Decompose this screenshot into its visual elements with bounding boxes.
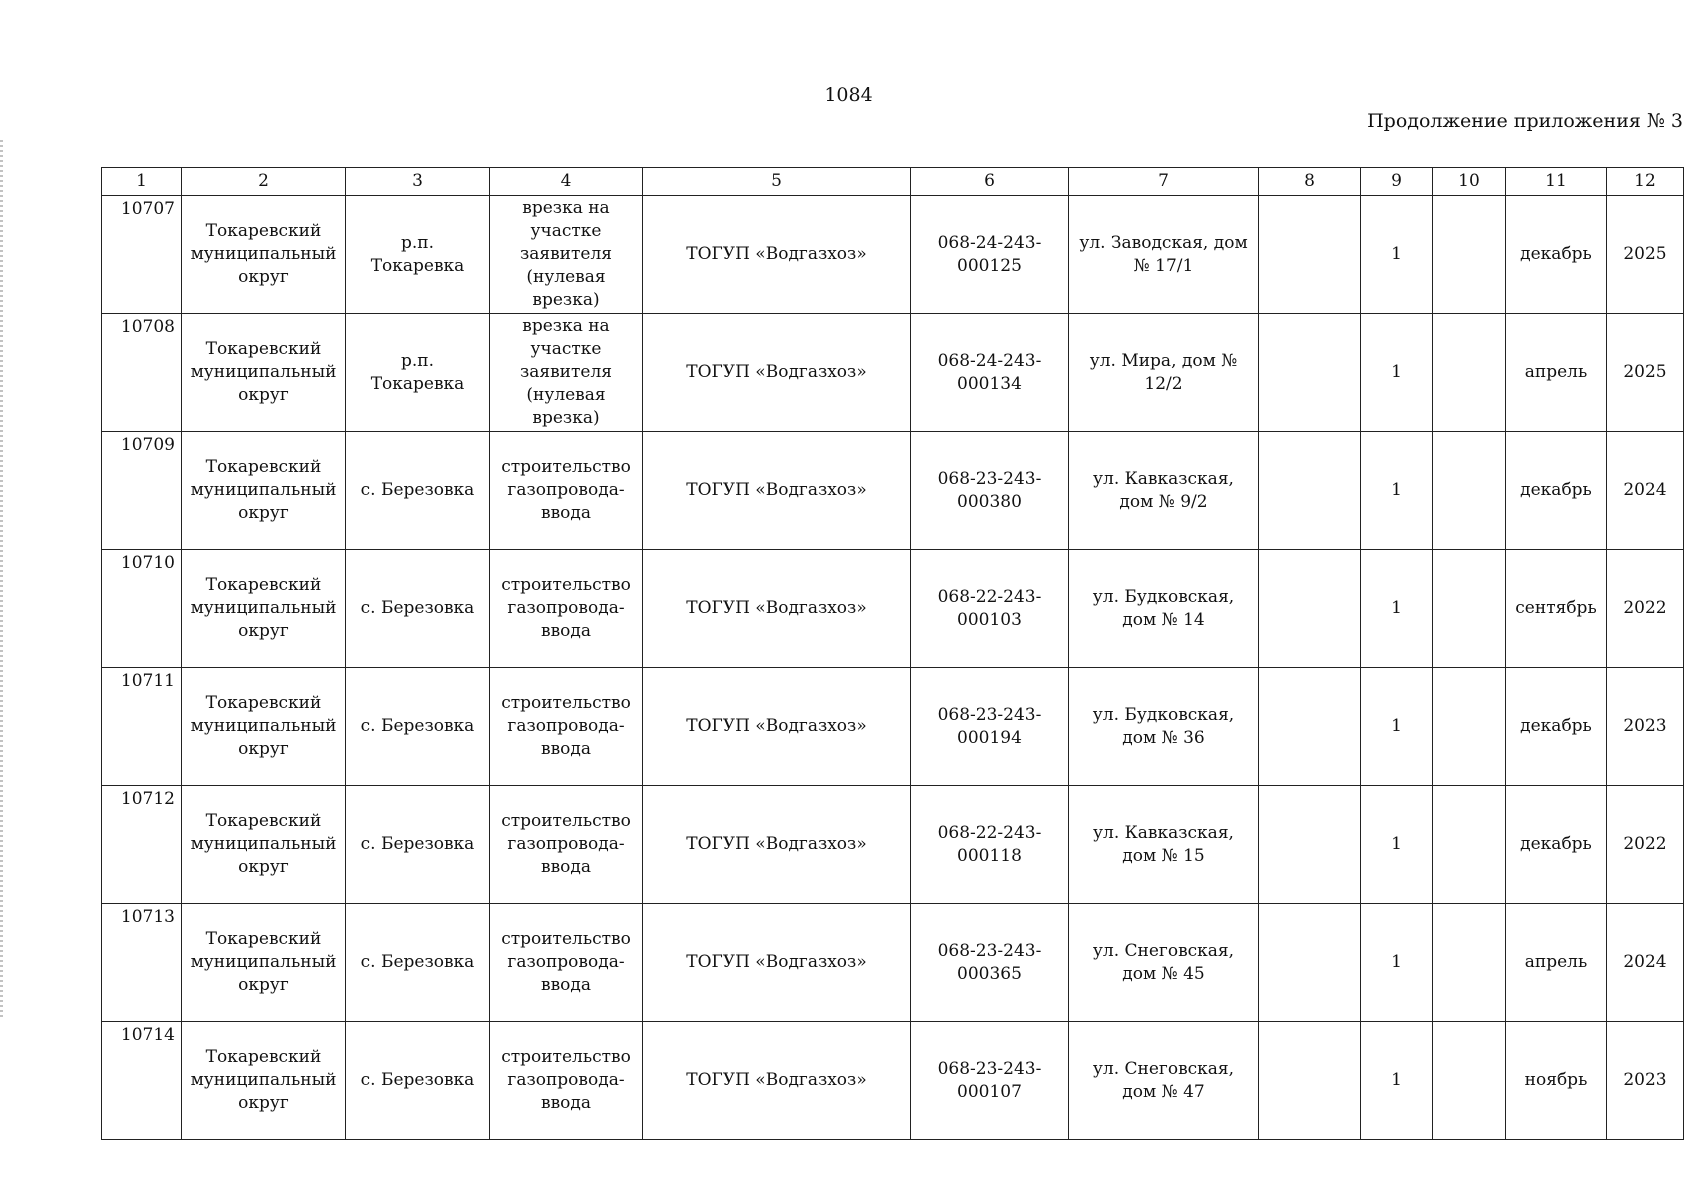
application-code-cell xyxy=(911,432,1069,550)
cell-line: врезка) xyxy=(532,408,600,428)
organization-cell: ТОГУП «Водгазхоз» xyxy=(643,196,911,314)
cell-line: участке xyxy=(530,221,602,241)
quantity-cell: 1 xyxy=(1361,904,1433,1022)
cell-line: Токаревка xyxy=(370,255,465,276)
cell-line: газопровода- xyxy=(507,480,625,500)
cell-line: газопровода- xyxy=(507,716,625,736)
cell-line: 068-23-243- xyxy=(937,468,1042,489)
application-code-cell xyxy=(911,904,1069,1022)
cell-line: строительство xyxy=(501,1047,631,1067)
cell-line: 068-23-243- xyxy=(937,704,1042,725)
settlement-cell xyxy=(346,432,490,550)
year-cell: 2024 xyxy=(1607,904,1684,1022)
month-cell: ноябрь xyxy=(1506,1022,1607,1140)
month-cell: декабрь xyxy=(1506,196,1607,314)
cell-line: ул. Будковская, xyxy=(1092,704,1235,725)
cell-line: врезка на xyxy=(522,316,610,336)
organization-cell: ТОГУП «Водгазхоз» xyxy=(643,786,911,904)
year-cell: 2022 xyxy=(1607,786,1684,904)
address-cell xyxy=(1069,904,1259,1022)
organization-cell: ТОГУП «Водгазхоз» xyxy=(643,1022,911,1140)
column-number-header: 12 xyxy=(1607,168,1684,196)
column-number-header: 7 xyxy=(1069,168,1259,196)
application-code-cell xyxy=(911,786,1069,904)
cell-line: 068-23-243- xyxy=(937,1058,1042,1079)
district-cell xyxy=(182,550,346,668)
work-type-cell xyxy=(490,196,643,314)
column-number-header: 5 xyxy=(643,168,911,196)
cell-line: дом № 9/2 xyxy=(1119,491,1208,512)
column-number-header: 6 xyxy=(911,168,1069,196)
cell-line: 000365 xyxy=(957,963,1022,984)
cell-line: врезка на xyxy=(522,198,610,218)
table-row xyxy=(102,668,1684,786)
cell-line: участке xyxy=(530,339,602,359)
cell-line: врезка) xyxy=(532,290,600,310)
gas-connection-register-table xyxy=(101,167,1684,1140)
cell-line: 068-24-243- xyxy=(937,232,1042,253)
work-type-cell xyxy=(490,904,643,1022)
settlement-cell xyxy=(346,1022,490,1140)
cell-line: Токаревка xyxy=(370,373,465,394)
cell-line: 000103 xyxy=(957,609,1022,630)
column-8-cell xyxy=(1259,550,1361,668)
cell-line: Токаревский xyxy=(205,575,322,595)
cell-line: ввода xyxy=(541,739,591,759)
year-cell: 2023 xyxy=(1607,1022,1684,1140)
district-cell xyxy=(182,314,346,432)
settlement-cell xyxy=(346,550,490,668)
column-number-header: 4 xyxy=(490,168,643,196)
application-code-cell xyxy=(911,314,1069,432)
month-cell: декабрь xyxy=(1506,668,1607,786)
cell-line: 000125 xyxy=(957,255,1022,276)
settlement-cell xyxy=(346,196,490,314)
record-number-cell: 10712 xyxy=(102,786,182,904)
cell-line: (нулевая xyxy=(526,267,606,287)
cell-line: с. Березовка xyxy=(360,716,475,736)
settlement-cell xyxy=(346,668,490,786)
work-type-cell xyxy=(490,432,643,550)
cell-line: 000134 xyxy=(957,373,1022,394)
cell-line: муниципальный xyxy=(190,244,337,264)
cell-line: дом № 47 xyxy=(1122,1081,1205,1102)
cell-line: дом № 15 xyxy=(1122,845,1205,866)
cell-line: строительство xyxy=(501,929,631,949)
cell-line: 000194 xyxy=(957,727,1022,748)
settlement-cell xyxy=(346,786,490,904)
cell-line: с. Березовка xyxy=(360,952,475,972)
work-type-cell xyxy=(490,786,643,904)
district-cell xyxy=(182,668,346,786)
column-10-cell xyxy=(1433,550,1506,668)
cell-line: ул. Кавказская, xyxy=(1093,822,1234,843)
application-code-cell xyxy=(911,668,1069,786)
quantity-cell: 1 xyxy=(1361,786,1433,904)
cell-line: округ xyxy=(238,975,289,995)
cell-line: № 17/1 xyxy=(1133,255,1194,276)
application-code-cell xyxy=(911,1022,1069,1140)
address-cell xyxy=(1069,432,1259,550)
cell-line: ввода xyxy=(541,1093,591,1113)
record-number-cell: 10710 xyxy=(102,550,182,668)
cell-line: муниципальный xyxy=(190,480,337,500)
quantity-cell: 1 xyxy=(1361,1022,1433,1140)
cell-line: округ xyxy=(238,739,289,759)
cell-line: муниципальный xyxy=(190,716,337,736)
cell-line: заявителя xyxy=(519,362,613,382)
table-row xyxy=(102,904,1684,1022)
table-row xyxy=(102,432,1684,550)
table-row xyxy=(102,550,1684,668)
cell-line: строительство xyxy=(501,575,631,595)
cell-line: ул. Будковская, xyxy=(1092,586,1235,607)
column-number-header: 3 xyxy=(346,168,490,196)
scan-edge-artifact xyxy=(0,140,3,1020)
organization-cell: ТОГУП «Водгазхоз» xyxy=(643,904,911,1022)
cell-line: с. Березовка xyxy=(360,1070,475,1090)
record-number-cell: 10707 xyxy=(102,196,182,314)
cell-line: 068-22-243- xyxy=(937,586,1042,607)
address-cell xyxy=(1069,314,1259,432)
district-cell xyxy=(182,786,346,904)
column-8-cell xyxy=(1259,668,1361,786)
cell-line: муниципальный xyxy=(190,362,337,382)
cell-line: округ xyxy=(238,857,289,877)
quantity-cell: 1 xyxy=(1361,314,1433,432)
cell-line: 000107 xyxy=(957,1081,1022,1102)
cell-line: р.п. xyxy=(400,232,435,253)
year-cell: 2024 xyxy=(1607,432,1684,550)
cell-line: округ xyxy=(238,503,289,523)
column-10-cell xyxy=(1433,668,1506,786)
column-10-cell xyxy=(1433,432,1506,550)
cell-line: газопровода- xyxy=(507,598,625,618)
quantity-cell: 1 xyxy=(1361,550,1433,668)
record-number-cell: 10709 xyxy=(102,432,182,550)
cell-line: газопровода- xyxy=(507,834,625,854)
cell-line: заявителя xyxy=(519,244,613,264)
cell-line: строительство xyxy=(501,693,631,713)
address-cell xyxy=(1069,1022,1259,1140)
column-10-cell xyxy=(1433,314,1506,432)
column-8-cell xyxy=(1259,432,1361,550)
organization-cell: ТОГУП «Водгазхоз» xyxy=(643,550,911,668)
cell-line: Токаревский xyxy=(205,1047,322,1067)
cell-line: ввода xyxy=(541,503,591,523)
cell-line: 068-23-243- xyxy=(937,940,1042,961)
cell-line: Токаревский xyxy=(205,811,322,831)
cell-line: с. Березовка xyxy=(360,834,475,854)
cell-line: строительство xyxy=(501,811,631,831)
year-cell: 2025 xyxy=(1607,314,1684,432)
month-cell: апрель xyxy=(1506,314,1607,432)
cell-line: (нулевая xyxy=(526,385,606,405)
settlement-cell xyxy=(346,904,490,1022)
cell-line: ввода xyxy=(541,621,591,641)
cell-line: газопровода- xyxy=(507,952,625,972)
cell-line: ввода xyxy=(541,857,591,877)
month-cell: декабрь xyxy=(1506,432,1607,550)
year-cell: 2023 xyxy=(1607,668,1684,786)
column-8-cell xyxy=(1259,196,1361,314)
cell-line: Токаревский xyxy=(205,457,322,477)
organization-cell: ТОГУП «Водгазхоз» xyxy=(643,432,911,550)
cell-line: округ xyxy=(238,1093,289,1113)
column-10-cell xyxy=(1433,904,1506,1022)
table-row xyxy=(102,1022,1684,1140)
month-cell: апрель xyxy=(1506,904,1607,1022)
cell-line: 068-22-243- xyxy=(937,822,1042,843)
page-number: 1084 xyxy=(824,84,873,106)
cell-line: ул. Мира, дом № xyxy=(1089,350,1238,371)
cell-line: строительство xyxy=(501,457,631,477)
cell-line: муниципальный xyxy=(190,598,337,618)
cell-line: ввода xyxy=(541,975,591,995)
cell-line: муниципальный xyxy=(190,952,337,972)
work-type-cell xyxy=(490,1022,643,1140)
address-cell xyxy=(1069,550,1259,668)
cell-line: Токаревский xyxy=(205,221,322,241)
table-row xyxy=(102,314,1684,432)
cell-line: 068-24-243- xyxy=(937,350,1042,371)
quantity-cell: 1 xyxy=(1361,432,1433,550)
table-row xyxy=(102,786,1684,904)
organization-cell: ТОГУП «Водгазхоз» xyxy=(643,314,911,432)
address-cell xyxy=(1069,196,1259,314)
cell-line: округ xyxy=(238,267,289,287)
application-code-cell xyxy=(911,196,1069,314)
cell-line: 12/2 xyxy=(1144,373,1183,394)
application-code-cell xyxy=(911,550,1069,668)
cell-line: дом № 14 xyxy=(1122,609,1205,630)
appendix-continuation-label: Продолжение приложения № 3 xyxy=(1367,110,1683,132)
column-8-cell xyxy=(1259,1022,1361,1140)
column-8-cell xyxy=(1259,786,1361,904)
district-cell xyxy=(182,196,346,314)
quantity-cell: 1 xyxy=(1361,196,1433,314)
year-cell: 2022 xyxy=(1607,550,1684,668)
record-number-cell: 10714 xyxy=(102,1022,182,1140)
cell-line: Токаревский xyxy=(205,339,322,359)
cell-line: муниципальный xyxy=(190,834,337,854)
column-number-header: 11 xyxy=(1506,168,1607,196)
work-type-cell xyxy=(490,314,643,432)
work-type-cell xyxy=(490,550,643,668)
cell-line: 000118 xyxy=(957,845,1022,866)
cell-line: ул. Снеговская, xyxy=(1092,940,1235,961)
column-8-cell xyxy=(1259,314,1361,432)
column-number-header: 9 xyxy=(1361,168,1433,196)
cell-line: с. Березовка xyxy=(360,598,475,618)
cell-line: Токаревский xyxy=(205,929,322,949)
cell-line: ул. Заводская, дом xyxy=(1079,232,1248,253)
cell-line: газопровода- xyxy=(507,1070,625,1090)
column-10-cell xyxy=(1433,786,1506,904)
settlement-cell xyxy=(346,314,490,432)
district-cell xyxy=(182,1022,346,1140)
column-number-header-row xyxy=(102,168,1684,196)
column-8-cell xyxy=(1259,904,1361,1022)
column-number-header: 1 xyxy=(102,168,182,196)
cell-line: округ xyxy=(238,621,289,641)
organization-cell: ТОГУП «Водгазхоз» xyxy=(643,668,911,786)
quantity-cell: 1 xyxy=(1361,668,1433,786)
month-cell: декабрь xyxy=(1506,786,1607,904)
cell-line: р.п. xyxy=(400,350,435,371)
record-number-cell: 10711 xyxy=(102,668,182,786)
month-cell: сентябрь xyxy=(1506,550,1607,668)
column-number-header: 8 xyxy=(1259,168,1361,196)
column-number-header: 10 xyxy=(1433,168,1506,196)
record-number-cell: 10708 xyxy=(102,314,182,432)
cell-line: дом № 45 xyxy=(1122,963,1205,984)
cell-line: ул. Снеговская, xyxy=(1092,1058,1235,1079)
record-number-cell: 10713 xyxy=(102,904,182,1022)
district-cell xyxy=(182,432,346,550)
register-body xyxy=(102,196,1684,1140)
cell-line: с. Березовка xyxy=(360,480,475,500)
column-10-cell xyxy=(1433,1022,1506,1140)
address-cell xyxy=(1069,668,1259,786)
table-row xyxy=(102,196,1684,314)
cell-line: ул. Кавказская, xyxy=(1093,468,1234,489)
district-cell xyxy=(182,904,346,1022)
address-cell xyxy=(1069,786,1259,904)
work-type-cell xyxy=(490,668,643,786)
cell-line: муниципальный xyxy=(190,1070,337,1090)
cell-line: округ xyxy=(238,385,289,405)
column-10-cell xyxy=(1433,196,1506,314)
year-cell: 2025 xyxy=(1607,196,1684,314)
cell-line: 000380 xyxy=(957,491,1022,512)
cell-line: дом № 36 xyxy=(1122,727,1205,748)
column-number-header: 2 xyxy=(182,168,346,196)
cell-line: Токаревский xyxy=(205,693,322,713)
